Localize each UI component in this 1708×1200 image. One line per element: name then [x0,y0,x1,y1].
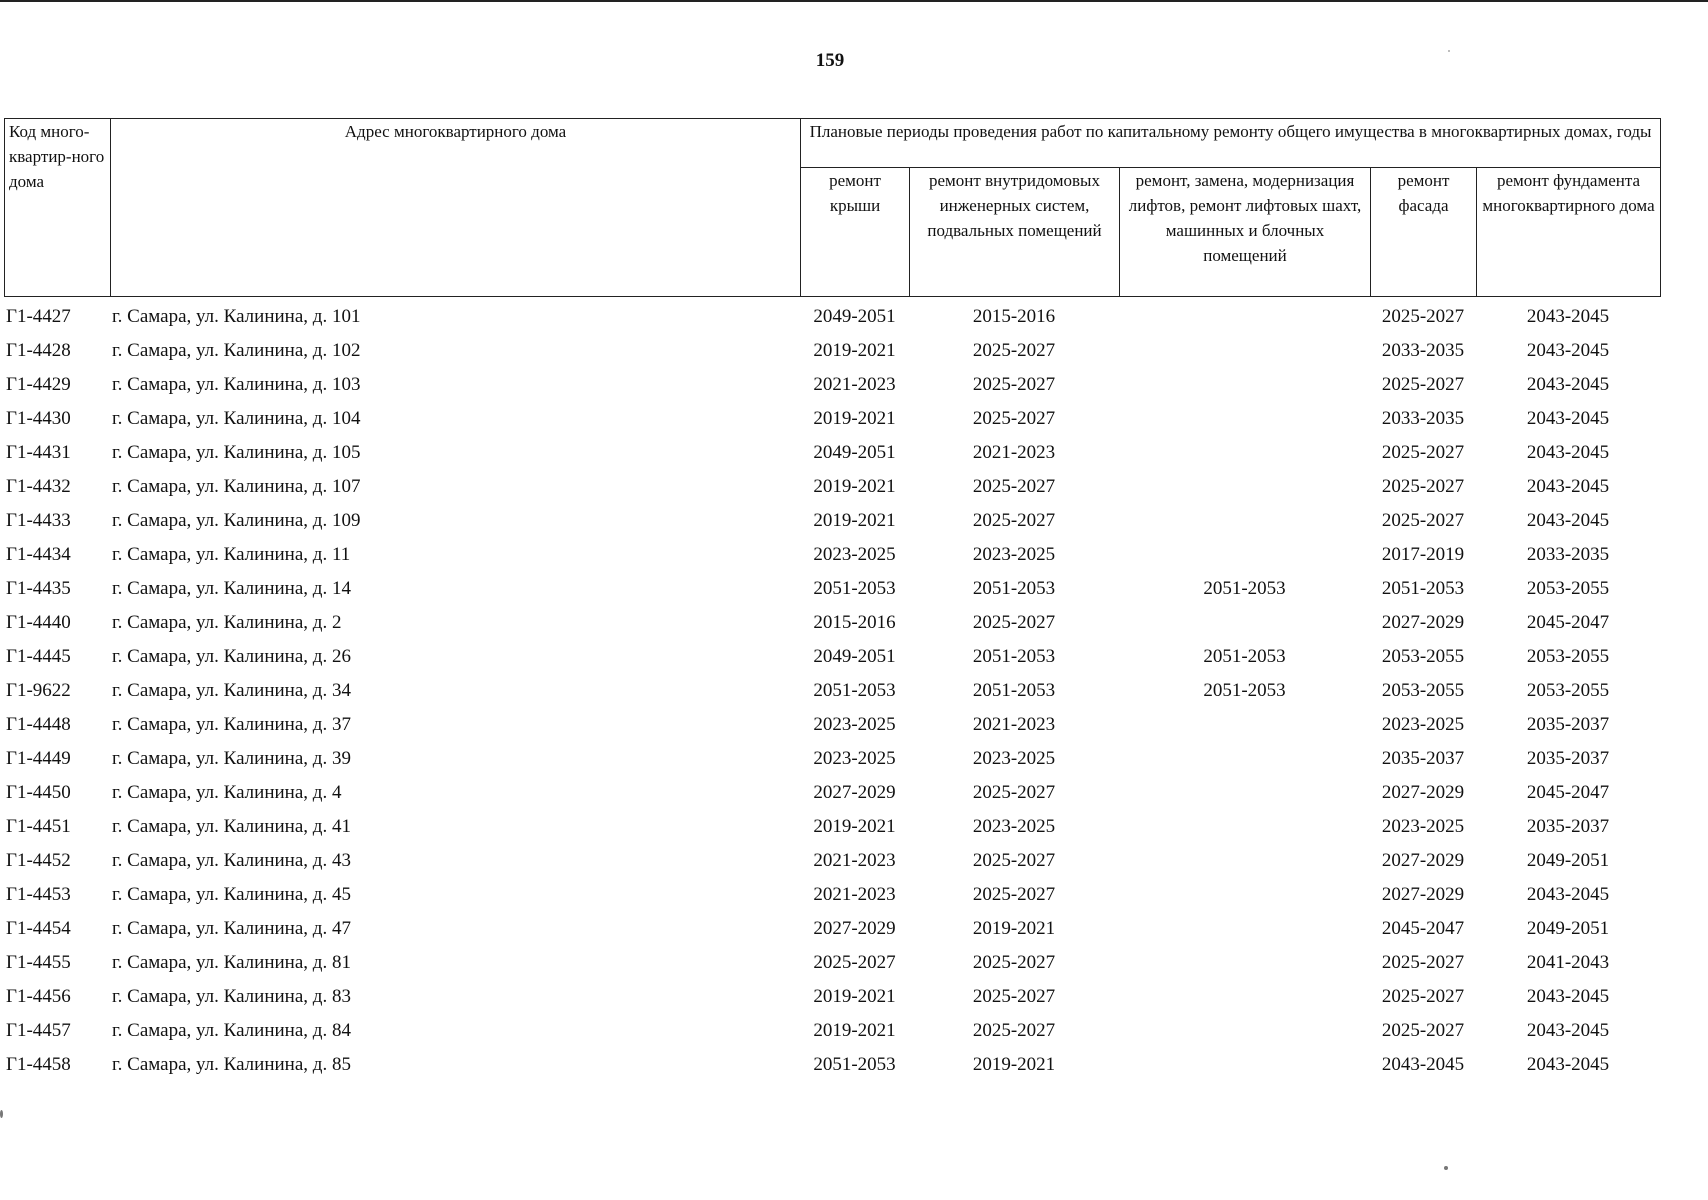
cell-lifts: 2051-2053 [1203,646,1286,667]
table-row [4,810,1660,844]
cell-lifts [1119,504,1370,538]
cell-code: Г1-4434 [6,544,71,565]
cell-lifts [1119,878,1370,912]
cell-code: Г1-4432 [6,476,71,497]
table-row [4,878,1660,912]
cell-roof: 2019-2021 [813,816,896,837]
header-roof: ремонт крыши [801,168,910,297]
cell-facade: 2025-2027 [1381,442,1465,463]
cell-systems: 2019-2021 [972,918,1056,939]
table-row [4,708,1660,742]
header-planned-periods: Плановые периоды проведения работ по капитальному ремонту общего имущества в многоквартирных домах, годы [801,119,1661,168]
cell-address: г. Самара, ул. Калинина, д. 81 [112,952,351,973]
cell-roof: 2023-2025 [813,748,896,769]
cell-foundation: 2043-2045 [1526,510,1610,531]
cell-code: Г1-4457 [6,1020,71,1041]
cell-facade: 2051-2053 [1381,578,1465,599]
cell-address: г. Самара, ул. Калинина, д. 43 [112,850,351,871]
cell-lifts [1119,606,1370,640]
cell-systems: 2023-2025 [972,544,1056,565]
cell-facade: 2045-2047 [1381,918,1465,939]
cell-systems: 2025-2027 [972,408,1056,429]
cell-facade: 2027-2029 [1381,612,1465,633]
table-row [4,334,1660,368]
cell-address: г. Самара, ул. Калинина, д. 2 [112,612,342,633]
page-number: 159 [815,50,845,71]
cell-address: г. Самара, ул. Калинина, д. 101 [112,306,361,327]
cell-facade: 2025-2027 [1381,510,1465,531]
cell-code: Г1-4454 [6,918,71,939]
cell-roof: 2027-2029 [813,782,896,803]
cell-lifts [1119,470,1370,504]
cell-code: Г1-4429 [6,374,71,395]
cell-code: Г1-4451 [6,816,71,837]
cell-foundation: 2045-2047 [1526,782,1610,803]
cell-lifts [1119,538,1370,572]
cell-code: Г1-9622 [6,680,71,701]
cell-code: Г1-4433 [6,510,71,531]
cell-foundation: 2043-2045 [1526,408,1610,429]
scan-top-border [0,0,1708,2]
cell-facade: 2025-2027 [1381,952,1465,973]
cell-roof: 2025-2027 [813,952,896,973]
cell-facade: 2027-2029 [1381,850,1465,871]
cell-roof: 2027-2029 [813,918,896,939]
cell-roof: 2021-2023 [813,374,896,395]
cell-facade: 2033-2035 [1381,408,1465,429]
cell-foundation: 2043-2045 [1526,476,1610,497]
cell-lifts: 2051-2053 [1203,680,1286,701]
table-row [4,844,1660,878]
cell-address: г. Самара, ул. Калинина, д. 84 [112,1020,351,1041]
cell-lifts [1119,402,1370,436]
cell-facade: 2043-2045 [1381,1054,1465,1075]
cell-roof: 2019-2021 [813,340,896,361]
cell-foundation: 2049-2051 [1526,918,1610,939]
table-row [4,436,1660,470]
cell-roof: 2019-2021 [813,476,896,497]
cell-lifts [1119,912,1370,946]
cell-address: г. Самара, ул. Калинина, д. 85 [112,1054,351,1075]
cell-lifts [1119,1014,1370,1048]
cell-foundation: 2053-2055 [1526,680,1610,701]
cell-systems: 2025-2027 [972,1020,1056,1041]
cell-systems: 2025-2027 [972,374,1056,395]
cell-facade: 2017-2019 [1381,544,1465,565]
table-row [4,572,1660,606]
cell-address: г. Самара, ул. Калинина, д. 47 [112,918,351,939]
cell-systems: 2025-2027 [972,612,1056,633]
cell-address: г. Самара, ул. Калинина, д. 104 [112,408,361,429]
cell-systems: 2021-2023 [972,714,1056,735]
cell-facade: 2023-2025 [1381,816,1465,837]
cell-roof: 2019-2021 [813,986,896,1007]
cell-systems: 2025-2027 [972,952,1056,973]
cell-roof: 2023-2025 [813,544,896,565]
header-foundation: ремонт фундамента многоквартирного дома [1477,168,1661,297]
cell-code: Г1-4450 [6,782,71,803]
cell-address: г. Самара, ул. Калинина, д. 34 [112,680,351,701]
cell-roof: 2015-2016 [813,612,896,633]
cell-lifts [1119,844,1370,878]
table-row [4,946,1660,980]
cell-systems: 2025-2027 [972,476,1056,497]
table-row [4,1048,1660,1082]
cell-lifts: 2051-2053 [1203,578,1286,599]
cell-address: г. Самара, ул. Калинина, д. 11 [112,544,351,565]
cell-systems: 2025-2027 [972,510,1056,531]
cell-facade: 2025-2027 [1381,476,1465,497]
cell-foundation: 2049-2051 [1526,850,1610,871]
scan-speck [1448,50,1450,52]
cell-systems: 2051-2053 [972,646,1056,667]
cell-address: г. Самара, ул. Калинина, д. 41 [112,816,351,837]
cell-lifts [1119,334,1370,368]
table-row [4,606,1660,640]
cell-lifts [1119,742,1370,776]
cell-lifts [1119,368,1370,402]
table-row [4,538,1660,572]
cell-address: г. Самара, ул. Калинина, д. 102 [112,340,361,361]
cell-code: Г1-4430 [6,408,71,429]
table-body [4,300,1660,1082]
cell-systems: 2019-2021 [972,1054,1056,1075]
cell-roof: 2021-2023 [813,884,896,905]
cell-roof: 2019-2021 [813,1020,896,1041]
table-row [4,776,1660,810]
cell-foundation: 2053-2055 [1526,646,1610,667]
cell-code: Г1-4455 [6,952,71,973]
cell-address: г. Самара, ул. Калинина, д. 105 [112,442,361,463]
table-row [4,470,1660,504]
cell-facade: 2027-2029 [1381,884,1465,905]
cell-address: г. Самара, ул. Калинина, д. 4 [112,782,342,803]
cell-systems: 2025-2027 [972,850,1056,871]
cell-address: г. Самара, ул. Калинина, д. 45 [112,884,351,905]
cell-code: Г1-4453 [6,884,71,905]
cell-foundation: 2035-2037 [1526,748,1610,769]
cell-systems: 2023-2025 [972,748,1056,769]
cell-roof: 2049-2051 [813,442,896,463]
cell-systems: 2025-2027 [972,782,1056,803]
cell-facade: 2027-2029 [1381,782,1465,803]
cell-systems: 2021-2023 [972,442,1056,463]
table-row [4,402,1660,436]
cell-lifts [1119,436,1370,470]
cell-foundation: 2043-2045 [1526,340,1610,361]
cell-foundation: 2041-2043 [1526,952,1610,973]
cell-code: Г1-4440 [6,612,71,633]
cell-code: Г1-4428 [6,340,71,361]
cell-roof: 2023-2025 [813,714,896,735]
cell-roof: 2049-2051 [813,306,896,327]
header-systems: ремонт внутридомовых инженерных систем, подвальных помещений [910,168,1120,297]
cell-facade: 2025-2027 [1381,306,1465,327]
cell-address: г. Самара, ул. Калинина, д. 107 [112,476,361,497]
cell-lifts [1119,810,1370,844]
cell-lifts [1119,1048,1370,1082]
cell-facade: 2025-2027 [1381,374,1465,395]
table-row [4,674,1660,708]
header-address: Адрес многоквартирного дома [111,119,801,297]
cell-facade: 2025-2027 [1381,986,1465,1007]
cell-code: Г1-4458 [6,1054,71,1075]
cell-lifts [1119,980,1370,1014]
cell-code: Г1-4445 [6,646,71,667]
table-row [4,742,1660,776]
header-lifts: ремонт, замена, модернизация лифтов, ремонт лифтовых шахт, машинных и блочных помещений [1120,168,1371,297]
table-header [4,118,1661,297]
cell-lifts [1119,776,1370,810]
table-row [4,300,1660,334]
cell-roof: 2051-2053 [813,578,896,599]
cell-facade: 2023-2025 [1381,714,1465,735]
cell-systems: 2051-2053 [972,578,1056,599]
cell-systems: 2025-2027 [972,884,1056,905]
cell-foundation: 2035-2037 [1526,816,1610,837]
cell-foundation: 2043-2045 [1526,306,1610,327]
cell-lifts [1119,708,1370,742]
cell-code: Г1-4449 [6,748,71,769]
cell-roof: 2019-2021 [813,510,896,531]
cell-foundation: 2043-2045 [1526,1054,1610,1075]
scan-speck [1444,1166,1448,1170]
scan-speck [0,1110,3,1118]
cell-address: г. Самара, ул. Калинина, д. 37 [112,714,351,735]
table-row [4,980,1660,1014]
cell-address: г. Самара, ул. Калинина, д. 83 [112,986,351,1007]
cell-foundation: 2053-2055 [1526,578,1610,599]
cell-roof: 2049-2051 [813,646,896,667]
cell-code: Г1-4427 [6,306,71,327]
cell-systems: 2023-2025 [972,816,1056,837]
cell-foundation: 2043-2045 [1526,986,1610,1007]
cell-address: г. Самара, ул. Калинина, д. 109 [112,510,361,531]
cell-foundation: 2033-2035 [1526,544,1610,565]
cell-foundation: 2043-2045 [1526,374,1610,395]
table-row [4,368,1660,402]
cell-code: Г1-4435 [6,578,71,599]
cell-foundation: 2035-2037 [1526,714,1610,735]
cell-facade: 2035-2037 [1381,748,1465,769]
cell-facade: 2053-2055 [1381,646,1465,667]
cell-address: г. Самара, ул. Калинина, д. 14 [112,578,351,599]
cell-systems: 2051-2053 [972,680,1056,701]
table-row [4,1014,1660,1048]
cell-code: Г1-4452 [6,850,71,871]
table-row [4,912,1660,946]
cell-foundation: 2043-2045 [1526,1020,1610,1041]
header-facade: ремонт фасада [1371,168,1477,297]
cell-lifts [1119,946,1370,980]
cell-roof: 2051-2053 [813,1054,896,1075]
cell-foundation: 2043-2045 [1526,884,1610,905]
cell-facade: 2025-2027 [1381,1020,1465,1041]
table-row [4,504,1660,538]
header-code: Код много-квартир-ного дома [5,119,111,297]
cell-address: г. Самара, ул. Калинина, д. 39 [112,748,351,769]
cell-lifts [1119,300,1370,334]
cell-systems: 2025-2027 [972,340,1056,361]
cell-code: Г1-4448 [6,714,71,735]
header-table [4,118,1661,297]
cell-roof: 2051-2053 [813,680,896,701]
cell-address: г. Самара, ул. Калинина, д. 103 [112,374,361,395]
rows-table [4,300,1660,1082]
cell-foundation: 2043-2045 [1526,442,1610,463]
cell-address: г. Самара, ул. Калинина, д. 26 [112,646,351,667]
cell-code: Г1-4431 [6,442,71,463]
cell-facade: 2053-2055 [1381,680,1465,701]
cell-roof: 2021-2023 [813,850,896,871]
cell-systems: 2025-2027 [972,986,1056,1007]
cell-systems: 2015-2016 [972,306,1056,327]
cell-roof: 2019-2021 [813,408,896,429]
cell-code: Г1-4456 [6,986,71,1007]
cell-facade: 2033-2035 [1381,340,1465,361]
table-row [4,640,1660,674]
cell-foundation: 2045-2047 [1526,612,1610,633]
